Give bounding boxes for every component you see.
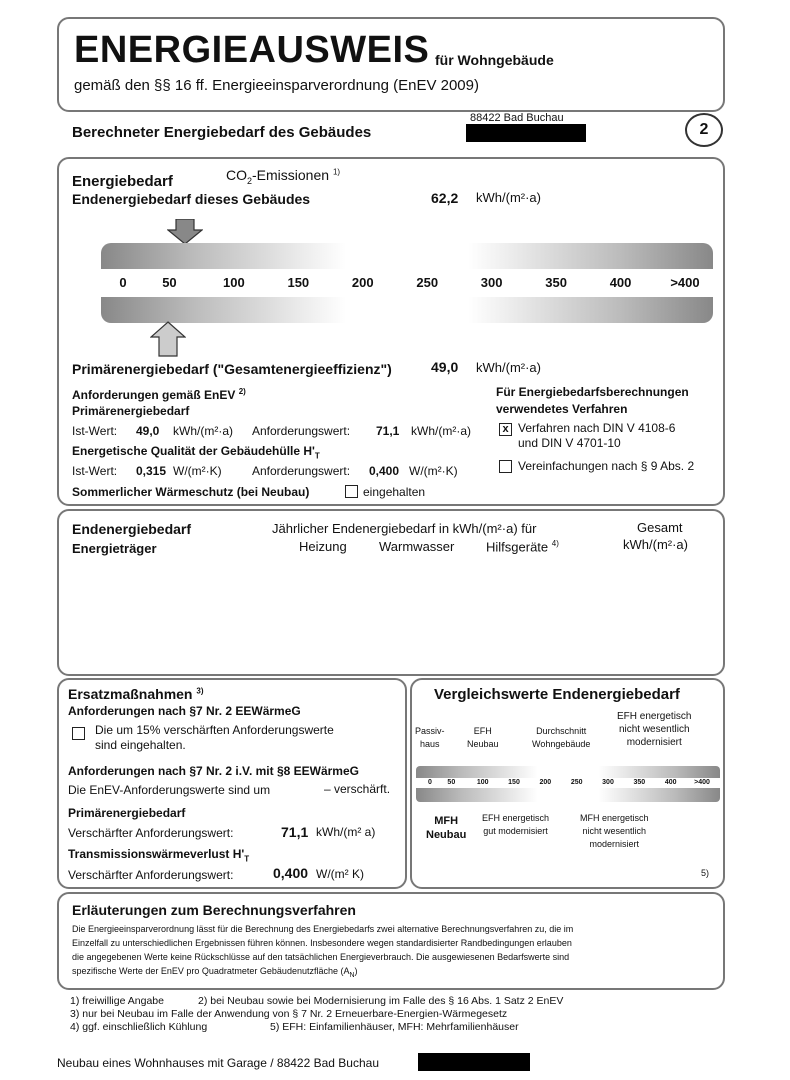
document-title: ENERGIEAUSWEIS	[74, 29, 430, 71]
ersatz-heading: Ersatzmaßnahmen $^{3)}$	[68, 686, 204, 702]
comparison-bottom-1: MFH Neubau	[426, 815, 467, 841]
explanation-heading: Erläuterungen zum Berechnungsverfahren	[72, 902, 356, 918]
table-mid-header: Jährlicher Endenergiebedarf in kWh/(m²·a) für	[272, 521, 537, 536]
comparison-top-2: EFH Neubau	[467, 726, 499, 749]
comparison-scale-tick: 150	[508, 779, 520, 786]
energy-demand-box	[57, 157, 725, 506]
method-din-label-2: und DIN V 4701-10	[518, 436, 621, 450]
req-anf-label: Anforderungswert:	[252, 424, 351, 438]
comparison-scale-tick: 400	[664, 779, 677, 786]
explanation-line-1: Die Energieeinsparverordnung lässt für die Berechnung des Energiebedarfs zwei alternative Berechnungsverfahren zu, die im	[72, 924, 574, 934]
scale-tick: 0	[119, 275, 127, 290]
table-col-aux: Hilfsgeräte $^{4)}$	[486, 539, 559, 555]
energy-scale-ticks	[101, 275, 713, 293]
comparison-box	[410, 678, 725, 889]
method-heading-2: verwendetes Verfahren	[496, 402, 628, 416]
requirements-primary-heading: Primärenergiebedarf	[72, 404, 190, 418]
ersatz-req1-text-2: sind eingehalten.	[95, 738, 186, 752]
footnote-5: 5) EFH: Einfamilienhäuser, MFH: Mehrfamilienhäuser	[270, 1021, 519, 1033]
method-din-label-1: Verfahren nach DIN V 4108-6	[518, 421, 676, 435]
footer-redaction-bar	[418, 1053, 530, 1071]
method-simplified-checkbox[interactable]	[499, 460, 512, 473]
q-ist-label: Ist-Wert:	[72, 464, 118, 478]
end-demand-label: Endenergiebedarf dieses Gebäudes	[72, 191, 311, 207]
summer-protection-checkbox[interactable]	[345, 485, 358, 498]
table-col-water: Warmwasser	[379, 539, 455, 554]
table-col-total-2: kWh/(m²·a)	[623, 537, 688, 552]
ersatz-req2-text: Die EnEV-Anforderungswerte sind um	[68, 783, 271, 797]
comparison-bottom-2: EFH energetisch gut modernisiert	[482, 813, 550, 836]
primary-demand-arrow-icon	[150, 321, 186, 357]
quality-heading: Energetische Qualität der Gebäudehülle $H'_T$	[72, 444, 320, 461]
req-ist-value: 49,0	[136, 424, 160, 438]
q-anf-label: Anforderungswert:	[252, 464, 351, 478]
comparison-scale-tick: 100	[476, 779, 489, 786]
scale-tick: 250	[416, 275, 439, 290]
ersatz-primary-value: 71,1	[281, 824, 309, 840]
ersatz-trans-value: 0,400	[273, 865, 309, 881]
demand-heading: Energiebedarf	[72, 173, 173, 190]
explanation-box	[57, 892, 725, 990]
section-label: Berechneter Energiebedarf des Gebäudes	[72, 124, 372, 141]
page-number	[685, 113, 723, 147]
comparison-scale-tick: >400	[694, 779, 710, 786]
comparison-scale-tick: 50	[447, 779, 456, 786]
end-demand-value: 62,2	[431, 190, 459, 206]
q-anf-unit: W/(m²·K)	[409, 464, 458, 478]
req-ist-unit: kWh/(m²·a)	[173, 424, 233, 438]
footnote-3: 3) nur bei Neubau im Falle der Anwendung von § 7 Nr. 2 Erneuerbare-Energien-Wärmegesetz	[70, 1008, 508, 1020]
ersatz-trans-label: Verschärfter Anforderungswert:	[68, 868, 234, 882]
table-col-carrier-title: Endenergiebedarf	[72, 521, 192, 537]
primary-demand-value: 49,0	[431, 359, 459, 375]
document-subtitle: gemäß den §§ 16 ff. Energieeinsparverordnung (EnEV 2009)	[74, 77, 479, 94]
substitute-measures-box	[57, 678, 407, 889]
ersatz-req2-suffix: – verschärft.	[324, 782, 391, 796]
primary-demand-label: Primärenergiebedarf ("Gesamtenergieeffizienz")	[72, 361, 392, 377]
footnote-2: 2) bei Neubau sowie bei Modernisierung im Falle des § 16 Abs. 1 Satz 2 EnEV	[198, 995, 564, 1007]
comparison-note: 5)	[701, 868, 710, 878]
footnote-1: 1) freiwillige Angabe	[70, 995, 164, 1007]
scale-tick: >400	[670, 275, 700, 290]
scale-tick: 400	[609, 275, 632, 290]
req-anf-unit: kWh/(m²·a)	[411, 424, 471, 438]
comparison-scale-tick: 250	[570, 779, 583, 786]
ersatz-req1: Anforderungen nach §7 Nr. 2 EEWärmeG	[68, 704, 301, 718]
end-energy-table-box	[57, 509, 725, 676]
ersatz-primary-unit: kWh/(m² a)	[316, 825, 376, 839]
redaction-bar	[466, 124, 586, 142]
explanation-line-3: die angegebenen Werte keine Rückschlüsse auf den tatsächlichen Energieverbrauch. Die ausgewiesenen Bedarfswerte sind	[72, 952, 570, 962]
table-col-carrier: Energieträger	[72, 541, 157, 556]
co2-label: $CO_2$-Emissionen $^{1)}$	[226, 167, 341, 186]
req-anf-value: 71,1	[376, 424, 400, 438]
summer-protection-status: eingehalten	[363, 485, 426, 499]
q-ist-value: 0,315	[136, 464, 167, 478]
ersatz-req1-text-1: Die um 15% verschärften Anforderungswerte	[95, 723, 334, 737]
method-heading-1: Für Energiebedarfsberechnungen	[496, 385, 689, 399]
comparison-top-1: Passiv- haus	[415, 726, 445, 749]
document-title-suffix: für Wohngebäude	[435, 52, 554, 68]
comparison-top-3: Durchschnitt Wohngebäude	[532, 726, 591, 749]
ersatz-trans-unit: W/(m² K)	[316, 867, 364, 881]
scale-tick: 100	[223, 275, 245, 290]
table-col-heating: Heizung	[299, 539, 347, 554]
ersatz-req2: Anforderungen nach §7 Nr. 2 i.V. mit §8 EEWärmeG	[68, 764, 359, 778]
table-col-total-1: Gesamt	[637, 520, 683, 535]
ersatz-trans-heading: Transmissionswärmeverlust $H'_T$	[68, 847, 250, 864]
method-simplified-label: Vereinfachungen nach § 9 Abs. 2	[518, 459, 695, 473]
explanation-line-2: Einzelfall zu unterschiedlichen Ergebnissen führen können. Insbesondere wegen standardisierter Randbedingungen erlauben	[72, 938, 572, 948]
scale-tick: 50	[162, 275, 177, 290]
ersatz-req1-checkbox[interactable]	[72, 727, 85, 740]
comparison-scale-tick: 300	[602, 779, 614, 786]
comparison-scale-ticks	[416, 779, 720, 789]
end-demand-unit: kWh/(m²·a)	[476, 190, 541, 205]
primary-demand-unit: kWh/(m²·a)	[476, 360, 541, 375]
method-din-checkbox[interactable]: x	[499, 423, 512, 436]
footnote-4: 4) ggf. einschließlich Kühlung	[70, 1021, 208, 1033]
explanation-line-4: spezifische Werte der EnEV pro Quadratmeter Gebäudenutzfläche $(A_N)$	[72, 966, 358, 979]
footer-text: Neubau eines Wohnhauses mit Garage / 88422 Bad Buchau	[57, 1056, 379, 1070]
summer-protection-label: Sommerlicher Wärmeschutz (bei Neubau)	[72, 485, 310, 499]
end-demand-arrow-icon	[167, 219, 203, 245]
page-number-text: 2	[699, 121, 709, 138]
ersatz-primary-heading: Primärenergiebedarf	[68, 806, 186, 820]
header-box	[57, 17, 725, 112]
scale-tick: 350	[545, 275, 567, 290]
q-anf-value: 0,400	[369, 464, 400, 478]
comparison-scale-tick: 200	[539, 779, 552, 786]
scale-tick: 150	[287, 275, 310, 290]
scale-tick: 300	[480, 275, 503, 290]
comparison-scale-tick: 0	[428, 779, 432, 786]
ersatz-primary-label: Verschärfter Anforderungswert:	[68, 826, 234, 840]
comparison-top-4: EFH energetisch nicht wesentlich modernisiert	[617, 711, 692, 748]
comparison-scale-tick: 350	[633, 779, 646, 786]
section-address: 88422 Bad Buchau	[470, 112, 564, 124]
scale-tick: 200	[351, 275, 374, 290]
req-ist-label: Ist-Wert:	[72, 424, 118, 438]
q-ist-unit: W/(m²·K)	[173, 464, 222, 478]
comparison-heading: Vergleichswerte Endenergiebedarf	[434, 686, 680, 703]
comparison-bottom-3: MFH energetisch nicht wesentlich modernisiert	[580, 813, 649, 849]
requirements-heading: Anforderungen gemäß EnEV $^{2)}$	[72, 387, 246, 402]
